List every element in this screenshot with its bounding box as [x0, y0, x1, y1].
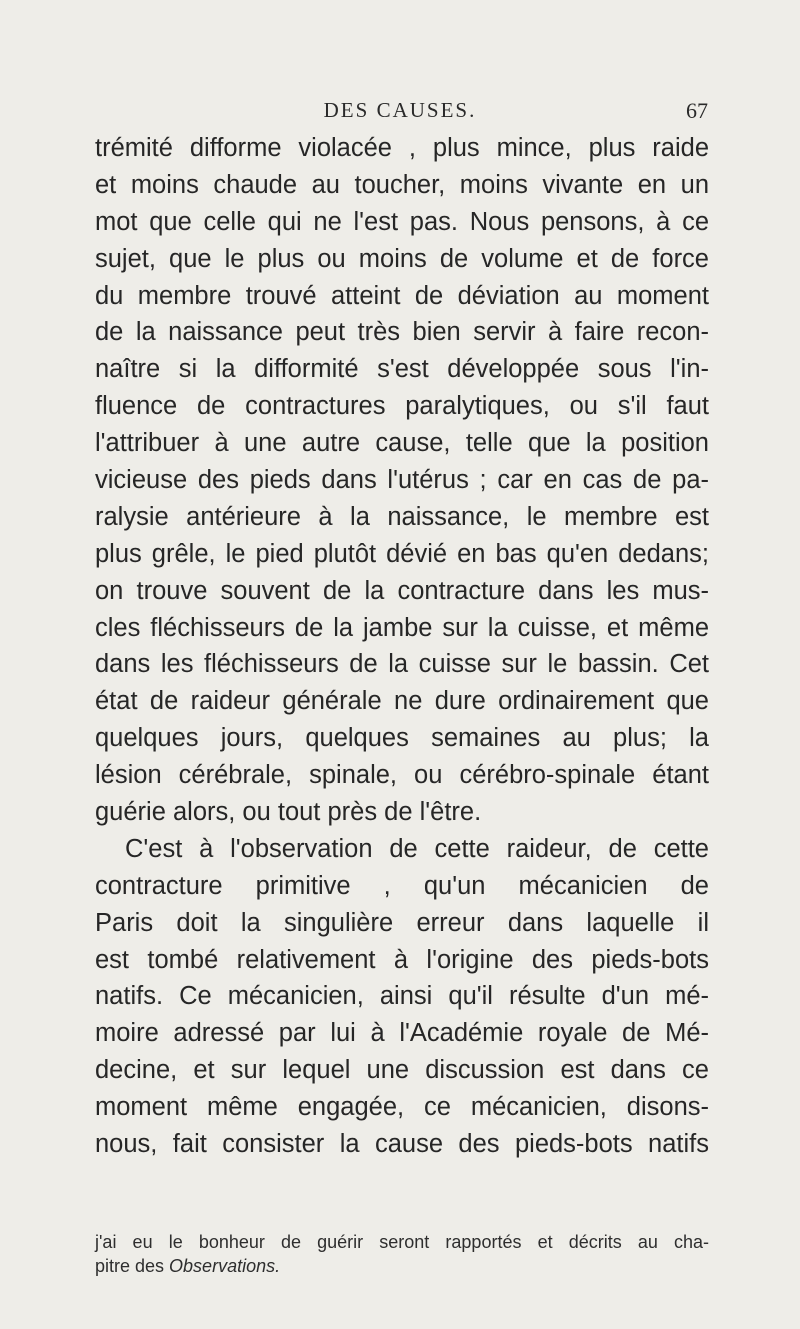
text-line: ralysie antérieure à la naissance, le membre est	[95, 502, 709, 531]
text-line: fluence de contractures paralytiques, ou s'il faut	[95, 392, 709, 421]
footnote	[95, 1230, 709, 1278]
page-number: 67	[686, 98, 708, 123]
text-line: moment même engagée, ce mécanicien, disons-	[95, 1093, 709, 1122]
text-line: C'est à l'observation de cette raideur, de cette	[125, 834, 709, 863]
text-line: Paris doit la singulière erreur dans laquelle il	[95, 908, 709, 937]
text-line: naître si la difformité s'est développée sous l'in-	[95, 355, 709, 384]
text-line: quelques jours, quelques semaines au plus; la	[95, 724, 709, 753]
running-head: DES CAUSES.	[323, 98, 477, 122]
text-line: contracture primitive , qu'un mécanicien de	[95, 871, 709, 900]
text-line: nous, fait consister la cause des pieds-bots natifs	[95, 1130, 709, 1159]
text-line: on trouve souvent de la contracture dans les mus-	[95, 576, 709, 605]
body-text	[95, 130, 709, 1163]
footnote-line: j'ai eu le bonheur de guérir seront rapportés et décrits au cha-	[95, 1232, 709, 1252]
text-line: trémité difforme violacée , plus mince, plus raide	[95, 134, 709, 162]
text-line: du membre trouvé atteint de déviation au moment	[95, 281, 709, 310]
text-line: est tombé relativement à l'origine des pieds-bots	[95, 945, 709, 974]
text-line: plus grêle, le pied plutôt dévié en bas qu'en dedans;	[95, 539, 709, 568]
text-line: état de raideur générale ne dure ordinairement que	[95, 687, 709, 716]
page-header	[0, 98, 800, 128]
text-line: de la naissance peut très bien servir à faire recon-	[95, 318, 709, 347]
text-line: lésion cérébrale, spinale, ou cérébro-spinale étant	[95, 761, 709, 790]
text-line: cles fléchisseurs de la jambe sur la cuisse, et même	[95, 613, 709, 642]
text-line: decine, et sur lequel une discussion est dans ce	[95, 1056, 709, 1085]
text-line: et moins chaude au toucher, moins vivante en un	[95, 170, 709, 199]
text-line: sujet, que le plus ou moins de volume et de force	[95, 244, 709, 273]
footnote-line	[95, 1254, 709, 1278]
text-line: mot que celle qui ne l'est pas. Nous pensons, à ce	[95, 207, 709, 236]
text-line: dans les fléchisseurs de la cuisse sur le bassin. Cet	[95, 650, 709, 679]
text-line: natifs. Ce mécanicien, ainsi qu'il résulte d'un mé-	[95, 982, 709, 1011]
text-line: moire adressé par lui à l'Académie royale de Mé-	[95, 1019, 709, 1048]
text-line: vicieuse des pieds dans l'utérus ; car en cas de pa-	[95, 466, 709, 495]
text-line: l'attribuer à une autre cause, telle que la position	[95, 429, 709, 458]
footnote-italic-reference: Observations.	[169, 1256, 281, 1276]
text-line: guérie alors, ou tout près de l'être.	[95, 798, 482, 827]
footnote-text: pitre des	[95, 1256, 170, 1276]
